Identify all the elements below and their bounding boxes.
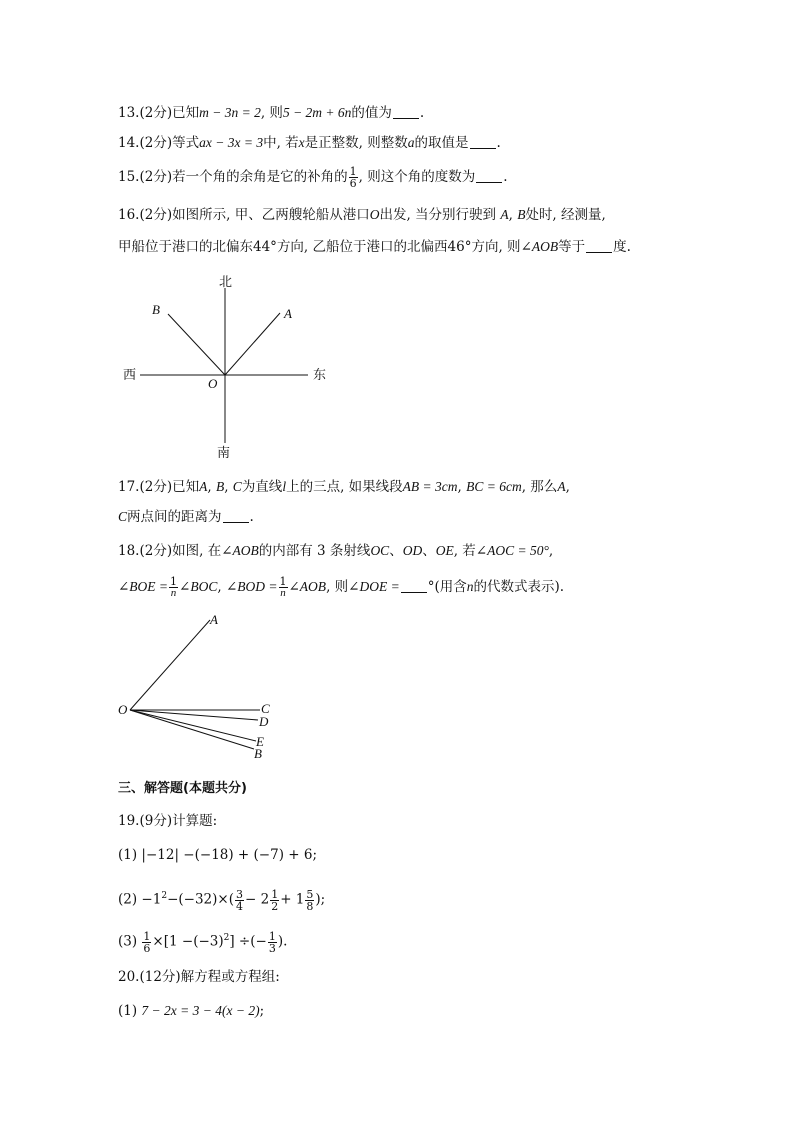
question-14: 14.(2分)等式ax − 3x = 3中, 若x是正整数, 则整数a的取值是 . <box>118 135 501 151</box>
ray-OB <box>130 710 254 749</box>
section-3-heading: 三、解答题(本题共分) <box>118 781 247 796</box>
ray-OB <box>168 314 225 375</box>
fraction: $\frac{1}{n}$ <box>279 575 287 599</box>
label-D: D <box>259 714 269 729</box>
question-16-line2: 甲船位于港口的北偏东44°方向, 乙船位于港口的北偏西46°方向, 则∠AOB等于 度. <box>118 239 631 255</box>
fraction: $\frac{1}{n}$ <box>170 575 178 599</box>
question-16-line1: 16.(2分)如图所示, 甲、乙两艘轮船从港口O出发, 当分别行驶到 A, B处时, 经测量, <box>118 207 606 223</box>
label-A: A <box>210 612 218 627</box>
label-east: 东 <box>313 368 327 383</box>
label-west: 西 <box>123 368 137 383</box>
answer-blank[interactable] <box>401 580 427 593</box>
fraction: $\frac{1}{2}$ <box>271 887 279 913</box>
fraction: $\frac{5}{8}$ <box>306 887 314 913</box>
question-15: 15.(2分)若一个角的余角是它的补角的 $\frac{1}{6}$ , 则这个角的度数为 . <box>118 165 508 190</box>
label-A: A <box>284 306 292 321</box>
answer-blank[interactable] <box>223 510 249 523</box>
label-O: O <box>208 376 218 391</box>
question-19-part2: $(2) -1^2-(-32)\times$( $\frac{3}{4}$ − 2 $\frac{1}{2}$ + 1 $\frac{5}{8}$ ); <box>118 887 326 913</box>
label-north: 北 <box>219 275 233 290</box>
fraction: $\frac{3}{4}$ <box>235 887 243 913</box>
question-17-line1: 17.(2分)已知A, B, C为直线l上的三点, 如果线段AB = 3cm, BC = 6cm, 那么A, <box>118 479 570 495</box>
question-19: 19.(9分)计算题: <box>118 813 218 829</box>
answer-blank[interactable] <box>586 240 612 253</box>
question-19-part3: (3) $\frac{1}{6}$ $\times[1 -(-3)^2]$ ÷(− $\frac{1}{3}$ ). <box>118 929 288 955</box>
fraction: $\frac{1}{3}$ <box>268 929 276 955</box>
rays-figure <box>110 608 290 768</box>
label-B: B <box>254 746 262 761</box>
question-19-part1: (1) |−12| −(−18) + (−7) + 6; <box>118 847 318 863</box>
label-E: E <box>256 734 264 749</box>
fraction: $\frac{1}{6}$ <box>349 165 357 190</box>
ray-OA <box>225 313 280 375</box>
label-B: B <box>152 302 160 317</box>
ray-OA <box>130 620 210 710</box>
label-south: 南 <box>217 446 231 461</box>
question-18-line1: 18.(2分)如图, 在∠AOB的内部有 3 条射线OC、OD、OE, 若∠AOC = 50°, <box>118 543 554 559</box>
question-18-line2: ∠BOE = $\frac{1}{n}$ ∠BOC, ∠BOD = $\frac{1}{n}$ ∠AOB, 则∠DOE = °(用含n的代数式表示). <box>118 575 565 599</box>
answer-blank[interactable] <box>476 170 502 183</box>
answer-blank[interactable] <box>393 106 419 119</box>
label-C: C <box>261 701 270 716</box>
fraction: $\frac{1}{6}$ <box>143 929 151 955</box>
compass-figure <box>110 268 340 468</box>
answer-blank[interactable] <box>470 136 496 149</box>
question-17-line2: C两点间的距离为 . <box>118 509 254 525</box>
question-20: 20.(12分)解方程或方程组: <box>118 969 280 985</box>
question-13: 13.(2分)已知m − 3n = 2, 则5 − 2m + 6n的值为 . <box>118 105 425 121</box>
label-O: O <box>118 702 128 717</box>
question-20-part1: (1) 7 − 2x = 3 − 4(x − 2); <box>118 1003 265 1019</box>
